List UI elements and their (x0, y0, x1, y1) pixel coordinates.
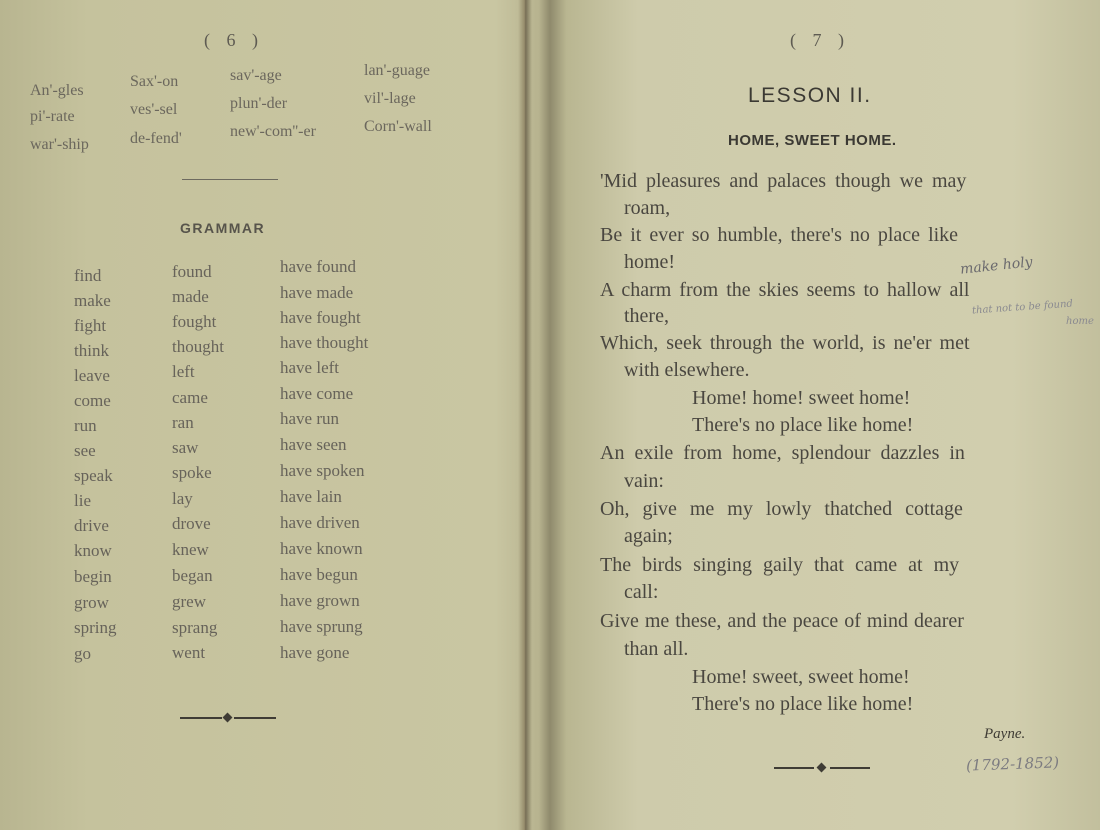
vocab-word: war'-ship (30, 136, 89, 153)
grammar-cell: have spoken (280, 461, 365, 480)
grammar-cell: have driven (280, 513, 360, 532)
vocab-word: lan'-guage (364, 62, 430, 79)
poem-refrain-line: Home! sweet, sweet home! (692, 666, 910, 688)
page-number-7: ( 7 ) (790, 30, 850, 50)
grammar-cell: went (172, 643, 206, 662)
grammar-cell: have known (280, 539, 363, 558)
grammar-cell: run (74, 416, 97, 435)
ornament-divider (180, 713, 276, 723)
poem-refrain-line: Home! home! sweet home! (692, 387, 911, 409)
vocab-word: ves'-sel (130, 101, 178, 118)
poem-line: A charm from the skies seems to hallow all (600, 279, 970, 301)
grammar-cell: have sprung (280, 617, 363, 636)
poem-refrain-line: There's no place like home! (692, 693, 914, 715)
grammar-cell: have left (280, 358, 339, 377)
vocab-word: plun'-der (230, 95, 288, 112)
poem-line: than all. (624, 638, 689, 660)
grammar-cell: see (74, 441, 96, 460)
grammar-cell: came (172, 388, 208, 407)
vocab-word: pi'-rate (30, 108, 75, 125)
grammar-cell: grow (74, 593, 109, 612)
grammar-cell: have come (280, 384, 354, 403)
vocab-word: An'-gles (30, 82, 84, 99)
grammar-heading: GRAMMAR (180, 220, 266, 236)
handwritten-margin-note: that not to be found (971, 298, 1074, 317)
poem-line: The birds singing gaily that came at my (600, 554, 960, 576)
poem-title: HOME, SWEET HOME. (728, 132, 897, 149)
grammar-cell: come (74, 391, 111, 410)
grammar-cell: have seen (280, 435, 347, 454)
grammar-cell: drive (74, 516, 109, 535)
poem-line: Give me these, and the peace of mind dearer (600, 610, 964, 632)
divider-rule (182, 179, 278, 180)
book-gutter (518, 0, 532, 830)
vocab-word: sav'-age (230, 67, 282, 84)
poem-line: there, (624, 305, 669, 327)
grammar-cell: left (172, 362, 195, 381)
grammar-cell: have gone (280, 643, 350, 662)
grammar-cell: find (74, 266, 102, 285)
grammar-cell: speak (74, 466, 113, 485)
handwritten-dates: (1792-1852) (965, 753, 1060, 775)
poem-line: Oh, give me my lowly thatched cottage (600, 498, 963, 520)
grammar-cell: have run (280, 409, 340, 428)
poem-line: roam, (624, 197, 671, 219)
grammar-cell: have thought (280, 333, 369, 352)
grammar-cell: fight (74, 316, 107, 335)
ornament-divider (774, 763, 870, 773)
poem-line: with elsewhere. (624, 359, 750, 381)
left-page (0, 0, 520, 830)
grammar-cell: saw (172, 438, 199, 457)
grammar-cell: think (74, 341, 109, 360)
page-number-6: ( 6 ) (204, 30, 264, 50)
grammar-cell: drove (172, 514, 211, 533)
grammar-cell: have grown (280, 591, 360, 610)
poem-line: vain: (624, 470, 664, 492)
grammar-cell: have found (280, 257, 357, 276)
grammar-cell: spoke (172, 463, 212, 482)
grammar-cell: spring (74, 618, 117, 637)
grammar-cell: lay (172, 489, 193, 508)
grammar-cell: began (172, 566, 213, 585)
poem-line: again; (624, 525, 673, 547)
lesson-title: LESSON II. (748, 84, 872, 107)
grammar-cell: knew (172, 540, 209, 559)
poem-line: call: (624, 581, 659, 603)
grammar-cell: found (172, 262, 212, 281)
vocab-word: vil'-lage (364, 90, 416, 107)
grammar-cell: leave (74, 366, 110, 385)
poem-line: Which, seek through the world, is ne'er met (600, 332, 970, 354)
grammar-cell: lie (74, 491, 91, 510)
poem-line: An exile from home, splendour dazzles in (600, 442, 965, 464)
grammar-cell: thought (172, 337, 224, 356)
grammar-cell: have begun (280, 565, 358, 584)
grammar-cell: begin (74, 567, 112, 586)
grammar-cell: make (74, 291, 111, 310)
grammar-cell: have made (280, 283, 354, 302)
handwritten-note: make holy (959, 254, 1034, 278)
poem-refrain-line: There's no place like home! (692, 414, 914, 436)
poem-line: Be it ever so humble, there's no place like (600, 224, 959, 246)
grammar-cell: sprang (172, 618, 218, 637)
vocab-word: new'-com''-er (230, 123, 316, 140)
grammar-cell: know (74, 541, 112, 560)
poem-line: 'Mid pleasures and palaces though we may (600, 170, 967, 192)
grammar-cell: have fought (280, 308, 361, 327)
vocab-word: Corn'-wall (364, 118, 432, 135)
grammar-cell: go (74, 644, 91, 663)
grammar-cell: made (172, 287, 209, 306)
grammar-cell: have lain (280, 487, 342, 506)
vocab-word: de-fend' (130, 130, 182, 147)
grammar-cell: ran (172, 413, 194, 432)
grammar-cell: grew (172, 592, 206, 611)
author-credit: Payne. (984, 726, 1026, 742)
handwritten-margin-note: home (1066, 316, 1094, 327)
grammar-cell: fought (172, 312, 217, 331)
poem-line: home! (624, 251, 676, 273)
vocab-word: Sax'-on (130, 73, 179, 90)
